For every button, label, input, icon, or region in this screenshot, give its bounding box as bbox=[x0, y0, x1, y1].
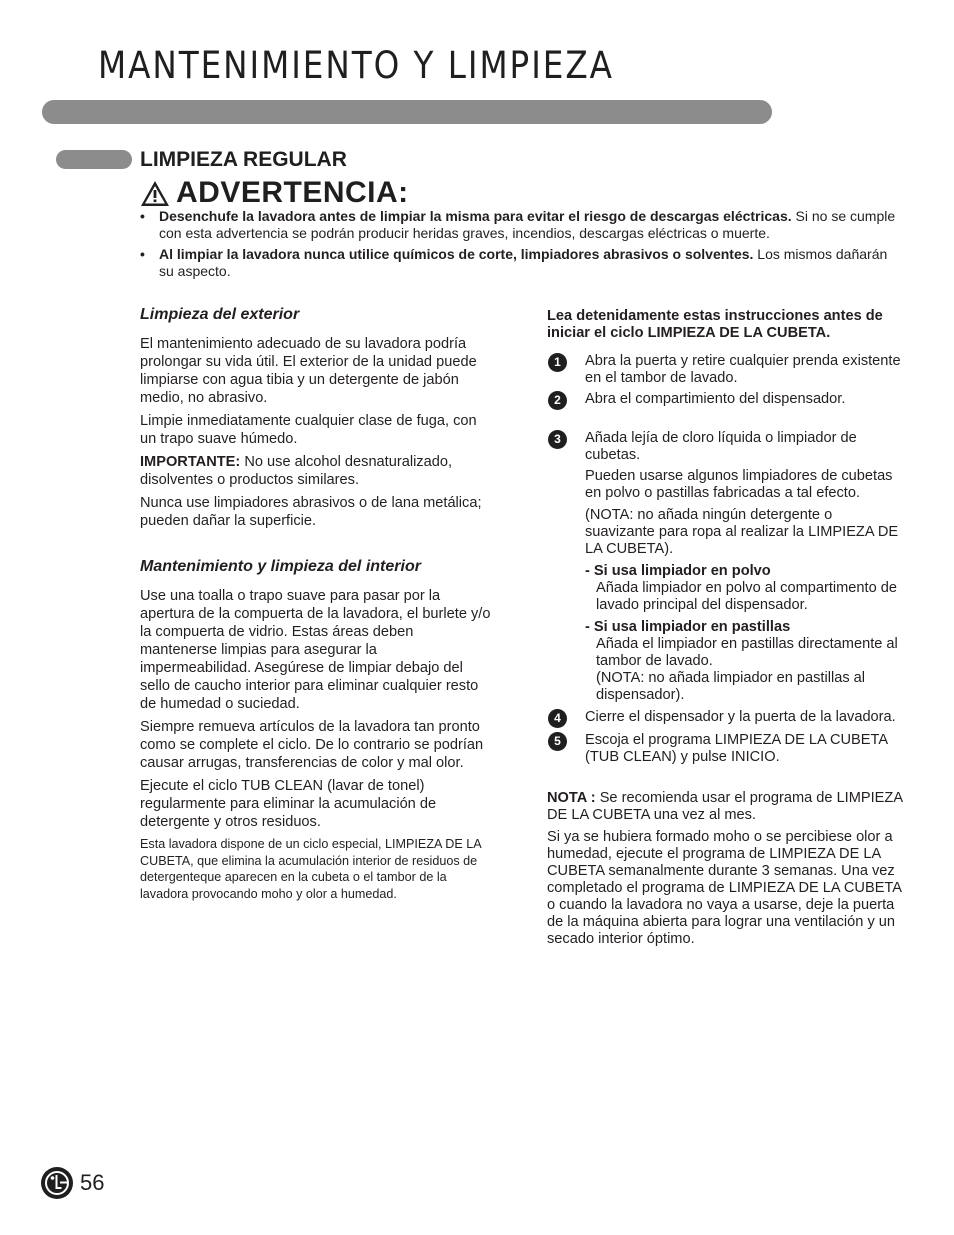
section-heading: LIMPIEZA REGULAR bbox=[140, 148, 347, 171]
note-text: Se recomienda usar el programa de LIMPIEZA DE LA CUBETA una vez al mes. bbox=[547, 790, 903, 823]
important-label: IMPORTANTE: bbox=[140, 454, 241, 470]
step-text: Añada lejía de cloro líquida o limpiador de cubetas. bbox=[585, 430, 857, 463]
interior-paragraph: Ejecute el ciclo TUB CLEAN (lavar de tonel) regularmente para eliminar la acumulación de detergente y otros residuos. bbox=[140, 778, 437, 830]
step-text: Abra la puerta y retire cualquier prenda existente en el tambor de lavado. bbox=[585, 353, 901, 386]
warning-item-text: Los mismos dañarán su aspecto. bbox=[159, 246, 888, 279]
warning-header bbox=[140, 176, 409, 210]
tablet-note: (NOTA: no añada limpiador en pastillas al dispensador). bbox=[596, 670, 866, 703]
section-pill bbox=[56, 150, 132, 169]
exterior-heading: Limpieza del exterior bbox=[140, 306, 300, 323]
exterior-paragraph: El mantenimiento adecuado de su lavadora podría prolongar su vida útil. El exterior de la unidad puede limpiarse con agua tibia y un detergente de jabón medio, no abrasivo. bbox=[140, 336, 477, 406]
important-paragraph bbox=[140, 453, 492, 489]
step-text: Escoja el programa LIMPIEZA DE LA CUBETA (TUB CLEAN) y pulse INICIO. bbox=[585, 732, 888, 765]
instructions-intro: Lea detenidamente estas instrucciones antes de iniciar el ciclo LIMPIEZA DE LA CUBETA. bbox=[547, 308, 883, 341]
step-number-icon: 2 bbox=[548, 391, 567, 410]
right-column bbox=[547, 308, 903, 953]
warning-triangle-icon bbox=[140, 180, 170, 207]
step-number-icon: 3 bbox=[548, 430, 567, 449]
bullet-icon: • bbox=[140, 246, 145, 262]
step-number-icon: 5 bbox=[548, 732, 567, 751]
step-number-icon: 1 bbox=[548, 353, 567, 372]
warning-list bbox=[140, 208, 900, 284]
step3-note: (NOTA: no añada ningún detergente o suavizante para ropa al realizar la LIMPIEZA DE LA CUBETA). bbox=[585, 507, 899, 557]
step-2 bbox=[547, 391, 903, 410]
important-text: No use alcohol desnaturalizado, disolventes o productos similares. bbox=[140, 454, 453, 488]
warning-title: ADVERTENCIA: bbox=[176, 176, 409, 209]
step-1 bbox=[547, 353, 903, 387]
title-bar bbox=[42, 100, 772, 124]
warning-item bbox=[140, 208, 900, 242]
powder-label: - Si usa limpiador en polvo bbox=[585, 563, 771, 579]
left-column bbox=[140, 306, 492, 907]
step-text: Abra el compartimiento del dispensador. bbox=[585, 391, 846, 407]
step-number-icon: 4 bbox=[548, 709, 567, 728]
step-5 bbox=[547, 732, 903, 766]
page-number: 56 bbox=[80, 1170, 105, 1195]
warning-item bbox=[140, 246, 900, 280]
note-label: NOTA : bbox=[547, 790, 596, 806]
interior-heading: Mantenimiento y limpieza del interior bbox=[140, 558, 421, 575]
bullet-icon: • bbox=[140, 208, 145, 224]
warning-item-text: Si no se cumple con esta advertencia se podrán producir heridas graves, incendios, descargas eléctricas o muerte. bbox=[159, 208, 896, 241]
exterior-paragraph: Limpie inmediatamente cualquier clase de fuga, con un trapo suave húmedo. bbox=[140, 413, 477, 447]
powder-text: Añada limpiador en polvo al compartimento de lavado principal del dispensador. bbox=[596, 580, 897, 613]
step-text: Cierre el dispensador y la puerta de la lavadora. bbox=[585, 709, 896, 725]
warning-item-bold: Desenchufe la lavadora antes de limpiar la misma para evitar el riesgo de descargas eléctricas. bbox=[159, 208, 792, 224]
step3-paragraph: Pueden usarse algunos limpiadores de cubetas en polvo o pastillas fabricadas a tal efecto. bbox=[585, 468, 893, 501]
interior-small-paragraph: Esta lavadora dispone de un ciclo especial, LIMPIEZA DE LA CUBETA, que elimina la acumulación interior de residuos de detergenteque aparecen en la cubeta o el tambor de la lavadora provocando moho y olor a humedad. bbox=[140, 837, 481, 901]
note-paragraph bbox=[547, 790, 903, 824]
interior-paragraph: Use una toalla o trapo suave para pasar por la apertura de la compuerta de la lavadora, el burlete y/o la compuerta de vidrio. Estas áreas deben mantenerse limpias para asegurar la impermeabilidad. Asegúrese de limpiar debajo del sello de caucho interior para eliminar cualquier resto de humedad o suciedad. bbox=[140, 588, 491, 712]
tablet-label: - Si usa limpiador en pastillas bbox=[585, 619, 791, 635]
tablet-text: Añada el limpiador en pastillas directamente al tambor de lavado. bbox=[596, 636, 898, 669]
step-4 bbox=[547, 709, 903, 728]
page-title: MANTENIMIENTO Y LIMPIEZA bbox=[98, 44, 614, 87]
step-3 bbox=[547, 430, 903, 464]
exterior-paragraph: Nunca use limpiadores abrasivos o de lana metálica; pueden dañar la superficie. bbox=[140, 495, 482, 529]
final-paragraph: Si ya se hubiera formado moho o se percibiese olor a humedad, ejecute el programa de LIMPIEZA DE LA CUBETA semanalmente durante 3 semanas. Una vez completado el programa de LIMPIEZA DE LA CUBETA o cuando la lavadora no vaya a usarse, deje la puerta de la máquina abierta para lograr una ventilación y un secado interior óptimo. bbox=[547, 829, 902, 947]
interior-paragraph: Siempre remueva artículos de la lavadora tan pronto como se complete el ciclo. De lo contrario se podrían causar arrugas, transferencias de color y mal olor. bbox=[140, 719, 484, 771]
warning-item-bold: Al limpiar la lavadora nunca utilice químicos de corte, limpiadores abrasivos o solventes. bbox=[159, 246, 754, 262]
lg-logo-icon bbox=[40, 1166, 74, 1200]
